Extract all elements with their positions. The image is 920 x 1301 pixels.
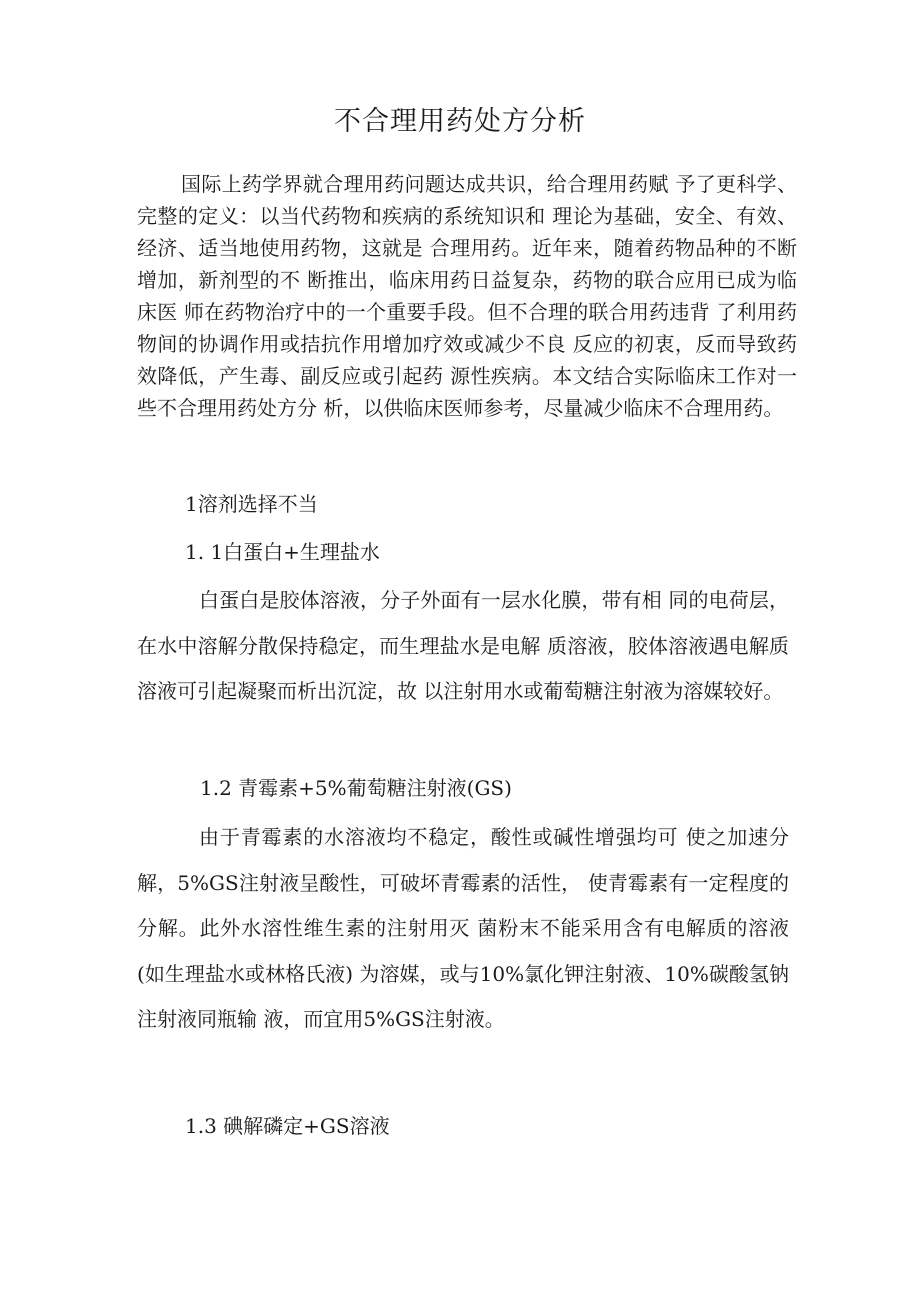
subsection-heading-1-2: 1.2 青霉素+5%葡萄糖注射液(GS) <box>200 776 512 800</box>
page-title: 不合理用药处方分析 <box>334 106 586 137</box>
subsection-heading-1-1: 1. 1白蛋白+生理盐水 <box>185 540 380 564</box>
section-heading-1: 1溶剂选择不当 <box>185 492 318 516</box>
intro-paragraph: 国际上药学界就合理用药问题达成共识，给合理用药赋 予了更科学、完整的定义：以当代药物和疾病的系统知识和 理论为基础，安全、有效、经济、适当地使用药物，这就是 合理用药。近年来，随着药物品种的不断增加，新剂型的不 断推出，临床用药日益复杂，药物的联合应用已成为临床医 师在药物治疗中的一个重要手段。但不合理的联合用药违背 了利用药物间的协调作用或拮抗作用增加疗效或减少不良 反应的初衷，反而导致药效降低，产生毒、副反应或引起药 源性疾病。本文结合实际临床工作对一些不合理用药处方分 析，以供临床医师参考，尽量减少临床不合理用药。 <box>137 172 797 420</box>
subsection-heading-1-3: 1.3 碘解磷定+GS溶液 <box>185 1114 390 1138</box>
subsection-body-1-1: 白蛋白是胶体溶液，分子外面有一层水化膜，带有相 同的电荷层，在水中溶解分散保持稳定，而生理盐水是电解 质溶液，胶体溶液遇电解质溶液可引起凝聚而析出沉淀，故 以注射用水或葡萄糖注射液为溶媒较好。 <box>137 588 789 703</box>
subsection-body-1-2: 由于青霉素的水溶液均不稳定，酸性或碱性增强均可 使之加速分解，5%GS注射液呈酸性，可破坏青霉素的活性， 使青霉素有一定程度的分解。此外水溶性维生素的注射用灭 菌粉末不能采用含有电解质的溶液(如生理盐水或林格氏液) 为溶媒，或与10%氯化钾注射液、10%碳酸氢钠注射液同瓶输 液，而宜用5%GS注射液。 <box>137 825 789 1031</box>
